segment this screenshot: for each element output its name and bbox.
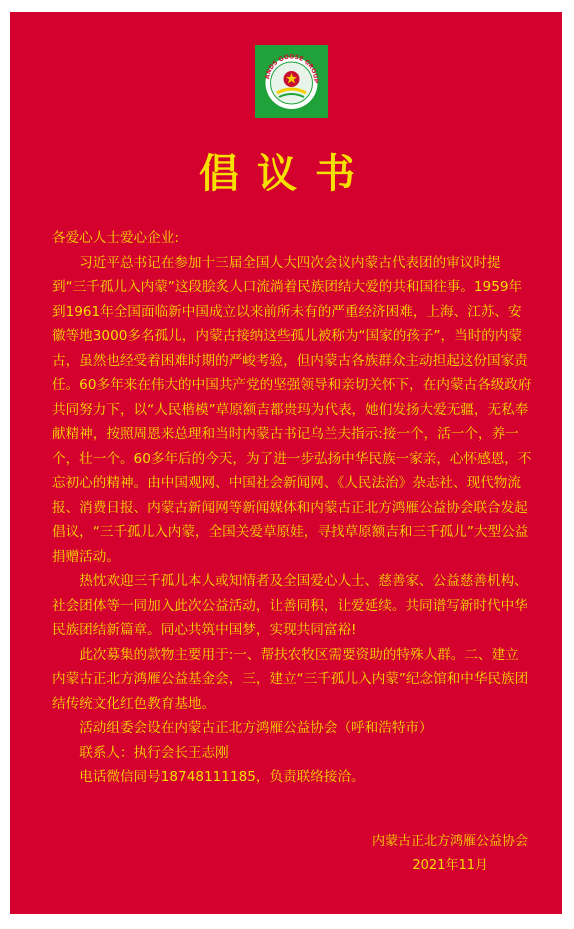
organization-name: 内蒙古正北方鸿雁公益协会 xyxy=(371,834,528,849)
signature-block xyxy=(372,830,528,878)
document-body xyxy=(52,226,532,790)
paragraph-history: 习近平总书记在参加十三届全国人大四次会议内蒙古代表团的审议时提到“三千孤儿入内蒙”这段脍炙人口流淌着民族团结大爱的共和国往事。1959年到1961年全国面临新中国成立以来前所未有的严重经济困难，上海、江苏、安徽等地3000多名孤儿，内蒙古接纳这些孤儿被称为“国家的孩子”，当时的内蒙古，虽然也经受着困难时期的严峻考验，但内蒙古各族群众主动担起这份国家责任。60多年来在伟大的中国共产党的坚强领导和亲切关怀下，在内蒙古各级政府共同努力下，以“人民楷模”草原额吉都贵玛为代表，她们发扬大爱无疆，无私奉献精神，按照周恩来总理和当时内蒙古书记乌兰夫指示:接一个，活一个，养一个，壮一个。60多年后的今天，为了进一步弘扬中华民族一家亲，心怀感恩，不忘初心的精神。由中国观网、中国社会新闻网、《人民法治》杂志社、现代物流报、消费日报、内蒙古新闻网等新闻媒体和内蒙古正北方鸿雁公益协会联合发起倡议，“三千孤儿入内蒙，全国关爱草原娃，寻找草原额吉和三千孤儿”大型公益捐赠活动。 xyxy=(52,254,532,565)
paragraph-invitation: 热忱欢迎三千孤儿本人或知情者及全国爱心人士、慈善家、公益慈善机构、社会团体等一同加入此次公益活动，让善同积，让爱延续。共同谱写新时代中华民族团结新篇章。同心共筑中国梦，实现共同富裕! xyxy=(52,573,528,638)
paragraph-organizer: 活动组委会设在内蒙古正北方鸿雁公益协会（呼和浩特市） xyxy=(79,720,433,736)
organization-emblem-icon xyxy=(255,45,328,118)
paragraph-fund-usage: 此次募集的款物主要用于:一、帮扶农牧区需要资助的特殊人群。二、建立内蒙古正北方鸿雁公益基金会，三，建立“三千孤儿入内蒙”纪念馆和中华民族团结传统文化红色教育基地。 xyxy=(52,646,529,712)
paragraph-contact-person: 联系人：执行会长王志刚 xyxy=(79,744,229,761)
poster xyxy=(10,12,562,914)
document-date: 2021年11月 xyxy=(412,858,488,873)
document-title: 倡议书 xyxy=(199,151,373,197)
paragraph-phone: 电话微信同号18748111185，负责联络接洽。 xyxy=(79,769,365,785)
salutation: 各爱心人士爱心企业: xyxy=(52,230,179,246)
logo-text: ANDS GOOSE GROUP xyxy=(264,53,320,84)
